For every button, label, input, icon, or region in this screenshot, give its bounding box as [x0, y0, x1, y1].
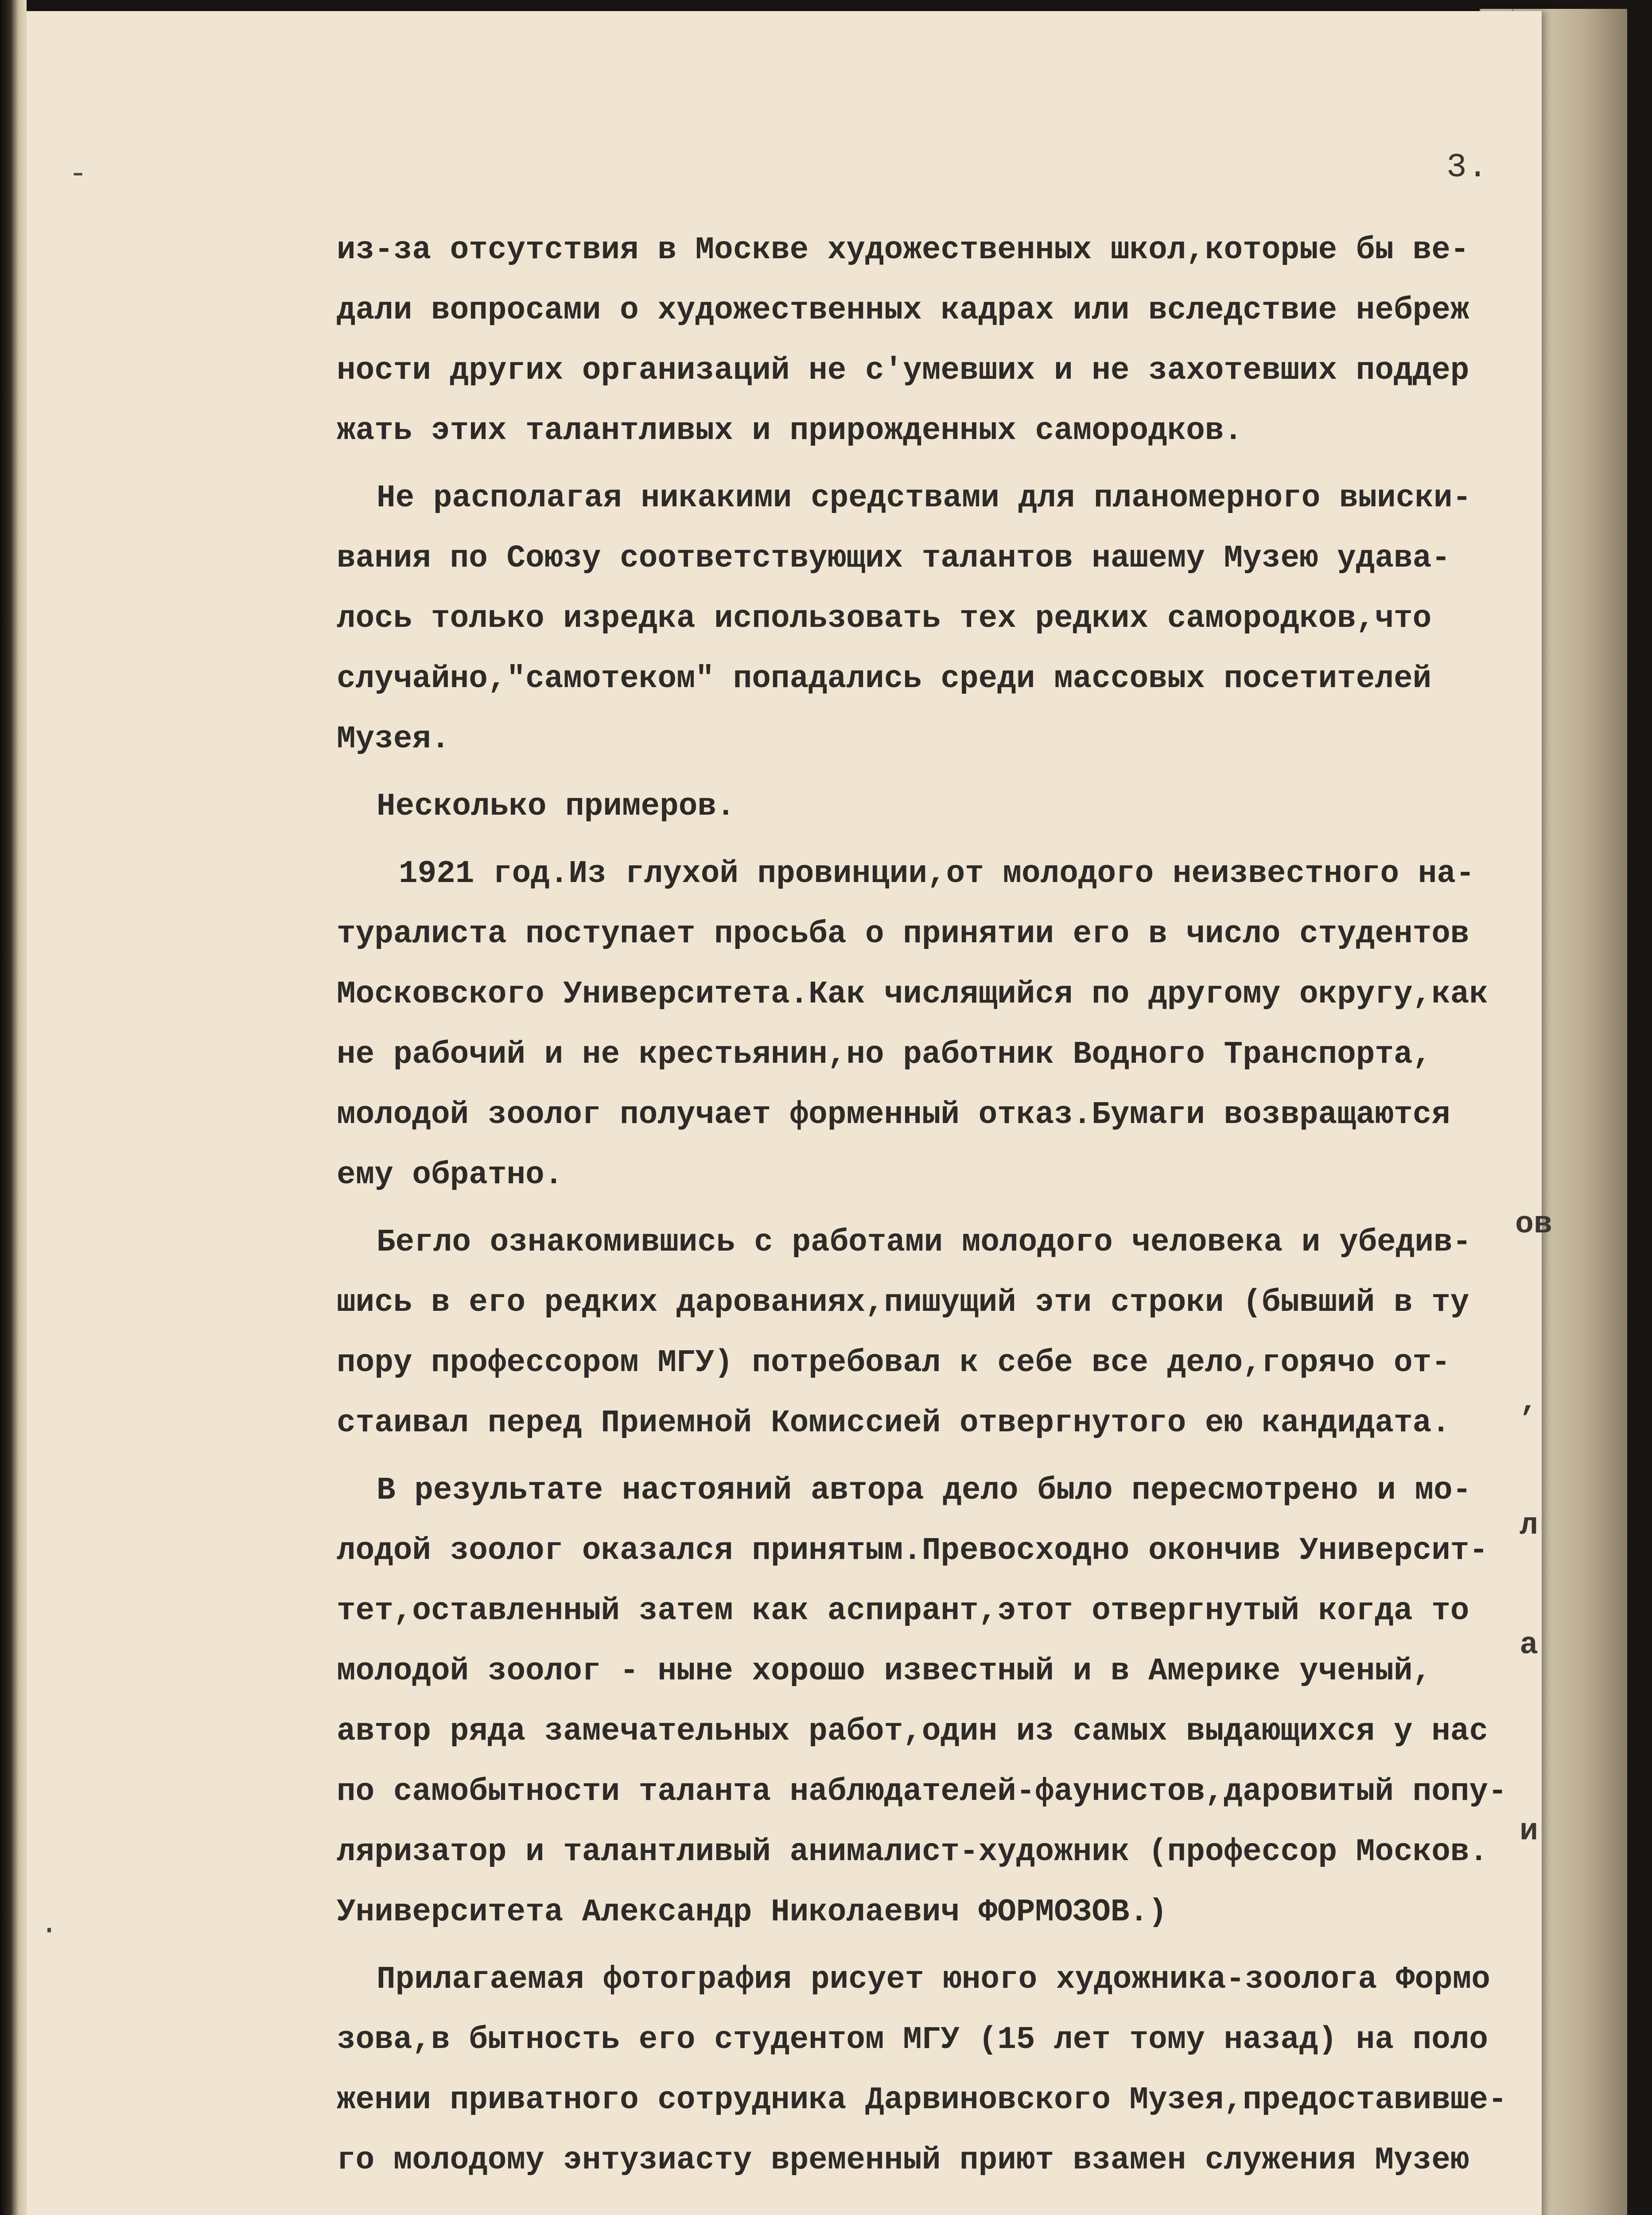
- text-line: Московского Университета.Как числящийся по другому округу,как: [337, 977, 1489, 1012]
- text-line: зова,в бытность его студентом МГУ (15 лет тому назад) на поло: [337, 2022, 1489, 2058]
- text-line: ности других организаций не с'умевших и не захотевших поддер: [337, 353, 1469, 389]
- document-page: [27, 11, 1553, 2215]
- text-line: ляризатор и талантливый анималист-художник (профессор Москов.: [337, 1834, 1489, 1870]
- margin-fragment: ов: [1515, 1207, 1553, 1242]
- text-line: жении приватного сотрудника Дарвиновского Музея,предоставивше-: [337, 2083, 1507, 2118]
- text-line: го молодому энтузиасту временный приют взамен служения Музею: [337, 2143, 1469, 2178]
- text-line: пору профессором МГУ) потребовал к себе все дело,горячо от-: [337, 1345, 1450, 1381]
- margin-dot: .: [40, 1907, 59, 1942]
- text-line: из-за отсутствия в Москве художественных школ,которые бы ве-: [337, 233, 1469, 268]
- text-line: дали вопросами о художественных кадрах или вследствие небреж: [337, 293, 1469, 328]
- text-line: по самобытности таланта наблюдателей-фаунистов,даровитый попу-: [337, 1774, 1507, 1810]
- text-line: вания по Союзу соответствующих талантов нашему Музею удава-: [337, 541, 1450, 576]
- text-line: автор ряда замечательных работ,один из самых выдающихся у нас: [337, 1714, 1489, 1749]
- margin-fragment: л: [1520, 1508, 1539, 1543]
- text-line: жать этих талантливых и прирожденных самородков.: [337, 413, 1243, 449]
- margin-fragment: и: [1520, 1814, 1539, 1849]
- text-line: Не располагая никакими средствами для планомерного выиски-: [377, 481, 1472, 516]
- binding-edge: [0, 0, 27, 2215]
- text-line: ему обратно.: [337, 1158, 564, 1193]
- text-line: 1921 год.Из глухой провинции,от молодого неизвестного на-: [399, 856, 1475, 892]
- page-number: 3.: [1446, 148, 1489, 187]
- text-line: шись в его редких дарованиях,пишущий эти строки (бывший в ту: [337, 1285, 1469, 1321]
- text-line: тет,оставленный затем как аспирант,этот отвергнутый когда то: [337, 1593, 1469, 1629]
- text-line: Несколько примеров.: [377, 789, 735, 824]
- margin-fragment: а: [1520, 1628, 1539, 1663]
- text-line: лось только изредка использовать тех редких самородков,что: [337, 601, 1432, 637]
- text-line: В результате настояний автора дело было пересмотрено и мо-: [377, 1473, 1472, 1508]
- text-line: Университета Александр Николаевич ФОРМОЗОВ.): [337, 1895, 1167, 1930]
- text-line: лодой зоолог оказался принятым.Превосходно окончив Университ-: [337, 1533, 1489, 1569]
- text-line: туралиста поступает просьба о принятии его в число студентов: [337, 917, 1469, 952]
- text-line: Музея.: [337, 722, 450, 757]
- text-line: молодой зоолог - ныне хорошо известный и в Америке ученый,: [337, 1654, 1432, 1689]
- margin-fragment: ,: [1520, 1384, 1539, 1419]
- text-line: стаивал перед Приемной Комиссией отвергнутого ею кандидата.: [337, 1406, 1450, 1441]
- text-line: Бегло ознакомившись с работами молодого человека и убедив-: [377, 1225, 1472, 1260]
- margin-dash: -: [69, 157, 88, 192]
- text-line: Прилагаемая фотография рисует юного художника-зоолога Формо: [377, 1962, 1490, 1997]
- text-line: не рабочий и не крестьянин,но работник Водного Транспорта,: [337, 1037, 1432, 1073]
- text-line: случайно,"самотеком" попадались среди массовых посетителей: [337, 661, 1432, 697]
- text-line: молодой зоолог получает форменный отказ.Бумаги возвращаются: [337, 1097, 1450, 1133]
